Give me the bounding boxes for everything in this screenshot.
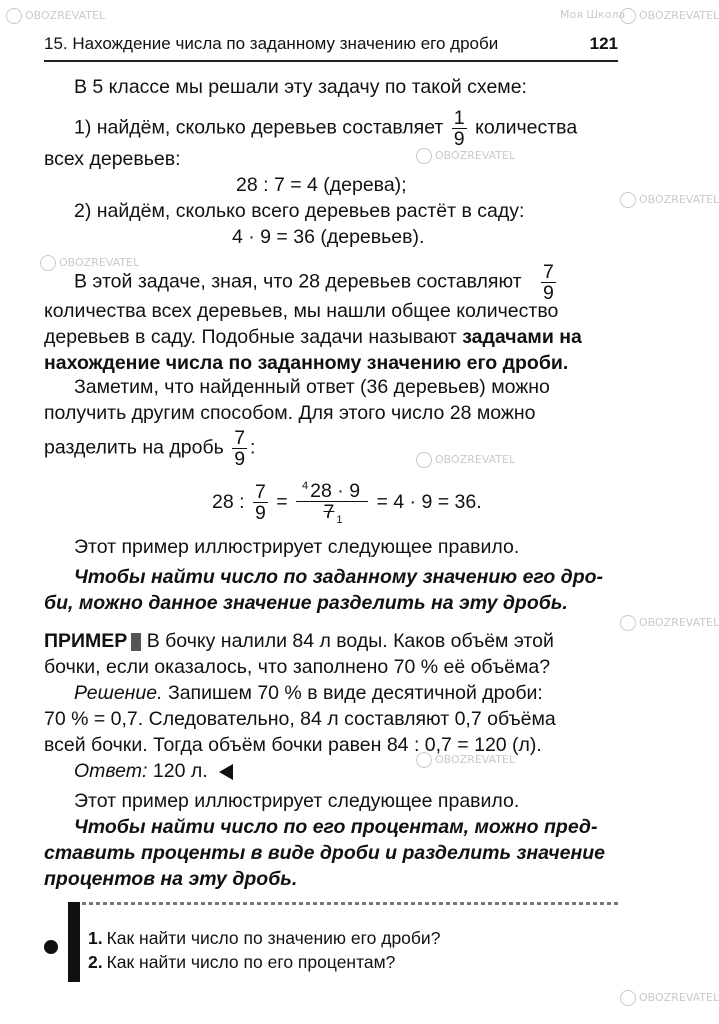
paragraph-2-text: В этой задаче, зная, что 28 деревьев составляют bbox=[74, 270, 522, 293]
intro-line: В 5 классе мы решали эту задачу по такой схеме: bbox=[74, 76, 527, 98]
paragraph-4: Этот пример иллюстрирует следующее правило. bbox=[74, 536, 520, 558]
eq3-left: 28 : bbox=[212, 490, 245, 513]
reduced-value: 1 bbox=[336, 513, 343, 526]
watermark: OBOZREVATEL bbox=[620, 192, 719, 208]
questions-bar bbox=[68, 902, 80, 982]
reduced-value: 4 bbox=[302, 480, 309, 492]
example-line-2: бочки, если оказалось, что заполнено 70 % её объёма? bbox=[44, 656, 551, 678]
rule-1-line-1: Чтобы найти число по заданному значению его дро- bbox=[74, 566, 604, 588]
solution-label: Решение. bbox=[74, 682, 163, 704]
denominator-expr: 7 bbox=[323, 500, 335, 523]
watermark: OBOZREVATEL bbox=[416, 452, 515, 468]
step-1-text-after: количества bbox=[475, 116, 578, 139]
step-2: 2) найдём, сколько всего деревьев растёт в саду: bbox=[74, 200, 525, 222]
denominator: 9 bbox=[254, 502, 266, 525]
example-line-5: всей бочки. Тогда объём бочки равен 84 : 0,7 = 120 (л). bbox=[44, 734, 542, 756]
fraction-7-9 bbox=[253, 482, 268, 523]
colon: : bbox=[250, 436, 256, 459]
numerator: 7 bbox=[254, 481, 266, 504]
example-answer bbox=[74, 760, 233, 783]
question-1 bbox=[88, 928, 440, 949]
example-text: В бочку налили 84 л воды. Каков объём этой bbox=[146, 630, 554, 652]
example-line-3 bbox=[74, 682, 543, 705]
watermark: OBOZREVATEL bbox=[416, 752, 515, 768]
obozrevatel-logo-icon bbox=[40, 255, 56, 271]
question-number: 2. bbox=[88, 952, 103, 972]
obozrevatel-logo-icon bbox=[620, 8, 636, 24]
numerator: 1 bbox=[453, 107, 465, 129]
paragraph-2-line-3 bbox=[44, 326, 582, 349]
rule-2-line-1: Чтобы найти число по его процентам, можно пред- bbox=[74, 816, 598, 838]
example-marker-icon bbox=[131, 633, 141, 651]
watermark: OBOZREVATEL bbox=[40, 255, 139, 271]
equation-1: 28 : 7 = 4 (дерева); bbox=[236, 174, 407, 196]
end-of-example-icon bbox=[219, 764, 233, 780]
fraction-7-9 bbox=[541, 262, 556, 303]
denominator: 9 bbox=[453, 128, 465, 150]
equation-3 bbox=[212, 476, 482, 529]
paragraph-3-text: разделить на дробь bbox=[44, 436, 224, 459]
example-line-1 bbox=[44, 630, 554, 653]
step-1-text: 1) найдём, сколько деревьев составляет bbox=[74, 116, 444, 139]
cancel-fraction bbox=[296, 476, 368, 529]
step-1-line-2: всех деревьев: bbox=[44, 148, 181, 170]
questions-divider bbox=[68, 902, 618, 905]
fraction-1-9 bbox=[452, 108, 467, 149]
question-2 bbox=[88, 952, 395, 973]
question-text: Как найти число по значению его дроби? bbox=[106, 928, 441, 948]
paragraph-2-line-1 bbox=[74, 262, 559, 303]
eq3-result: = 4 · 9 = 36. bbox=[376, 490, 482, 513]
watermark: OBOZREVATEL bbox=[6, 8, 105, 24]
equation-2: 4 · 9 = 36 (деревьев). bbox=[232, 226, 425, 248]
example-line-4: 70 % = 0,7. Следовательно, 84 л составляют 0,7 объёма bbox=[44, 708, 556, 730]
watermark: Моя Школа bbox=[560, 8, 626, 21]
paragraph-2-text: деревьев в саду. Подобные задачи называют bbox=[44, 326, 457, 348]
watermark: OBOZREVATEL bbox=[620, 990, 719, 1006]
term-bold: задачами на bbox=[462, 326, 582, 348]
paragraph-3-line-2: получить другим способом. Для этого число 28 можно bbox=[44, 402, 536, 424]
example-label: ПРИМЕР bbox=[44, 630, 128, 652]
obozrevatel-logo-icon bbox=[620, 615, 636, 631]
watermark: OBOZREVATEL bbox=[620, 615, 719, 631]
term-bold-line: нахождение числа по заданному значению его дроби. bbox=[44, 352, 569, 374]
page-header bbox=[44, 34, 618, 62]
answer-value: 120 л. bbox=[152, 760, 208, 782]
obozrevatel-logo-icon bbox=[620, 990, 636, 1006]
cancel-numerator bbox=[296, 476, 368, 502]
paragraph-3-line-1: Заметим, что найденный ответ (36 деревьев) можно bbox=[74, 376, 550, 398]
fraction-7-9 bbox=[232, 428, 247, 469]
rule-2-line-3: процентов на эту дробь. bbox=[44, 868, 298, 890]
obozrevatel-logo-icon bbox=[416, 148, 432, 164]
cancel-denominator bbox=[320, 502, 345, 530]
step-1 bbox=[74, 108, 577, 149]
example-text: Запишем 70 % в виде десятичной дроби: bbox=[167, 682, 543, 704]
watermark: OBOZREVATEL bbox=[416, 148, 515, 164]
answer-label: Ответ: bbox=[74, 760, 148, 782]
equals-sign: = bbox=[276, 490, 288, 513]
paragraph-3-line-3 bbox=[44, 428, 255, 469]
section-title: 15. Нахождение числа по заданному значению его дроби bbox=[44, 34, 499, 53]
paragraph-2-line-2: количества всех деревьев, мы нашли общее количество bbox=[44, 300, 559, 322]
rule-1-line-2: би, можно данное значение разделить на эту дробь. bbox=[44, 592, 568, 614]
obozrevatel-logo-icon bbox=[416, 452, 432, 468]
numerator: 7 bbox=[234, 427, 246, 449]
bullet-icon bbox=[44, 940, 58, 954]
question-number: 1. bbox=[88, 928, 103, 948]
denominator: 9 bbox=[543, 282, 554, 304]
obozrevatel-logo-icon bbox=[6, 8, 22, 24]
denominator: 9 bbox=[234, 448, 246, 470]
review-questions bbox=[44, 902, 624, 982]
watermark: OBOZREVATEL bbox=[620, 8, 719, 24]
question-text: Как найти число по его процентам? bbox=[106, 952, 396, 972]
obozrevatel-logo-icon bbox=[620, 192, 636, 208]
numerator: 7 bbox=[543, 261, 554, 283]
numerator-expr: 28 · 9 bbox=[310, 479, 361, 502]
rule-2-line-2: ставить проценты в виде дроби и разделить значение bbox=[44, 842, 606, 864]
page-number: 121 bbox=[589, 34, 618, 53]
paragraph-5: Этот пример иллюстрирует следующее правило. bbox=[74, 790, 520, 812]
